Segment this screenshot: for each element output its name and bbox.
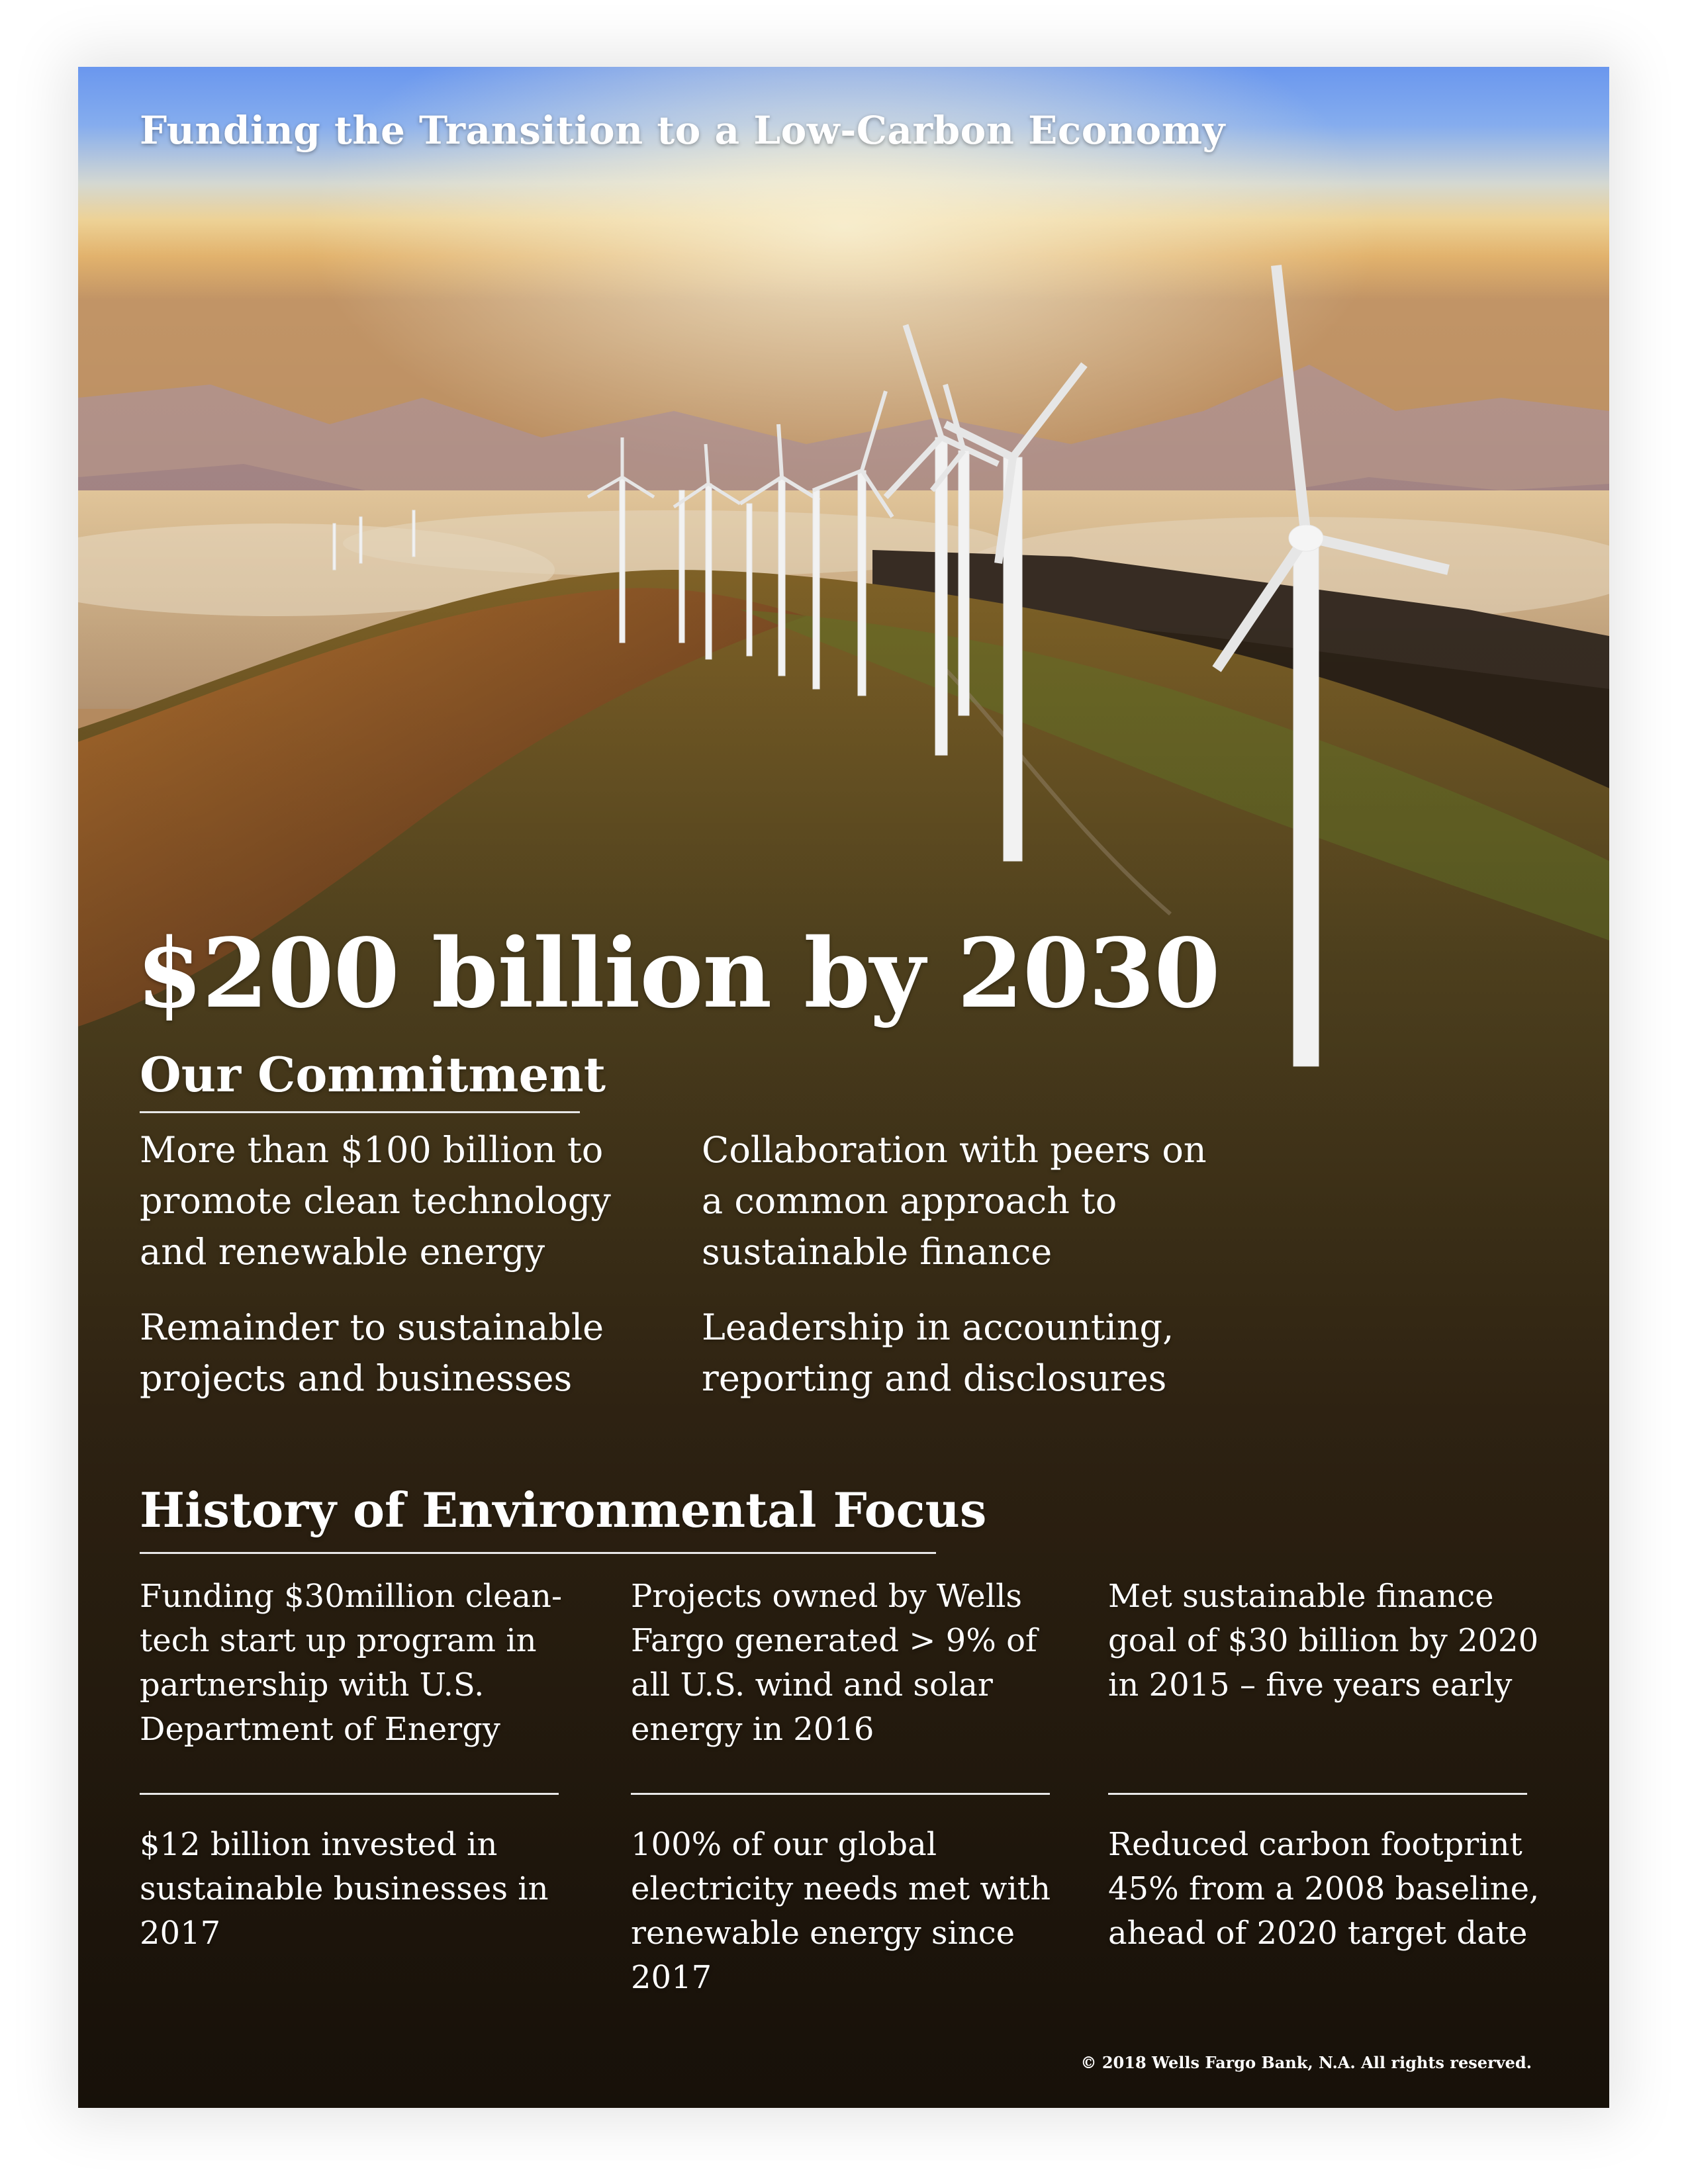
page-kicker: Funding the Transition to a Low-Carbon Economy [140,108,1225,153]
history-title: History of Environmental Focus [140,1482,987,1538]
history-item: $12 billion invested in sustainable businesses in 2017 [140,1826,549,1952]
commitment-title-rule [140,1111,580,1113]
history-item: Met sustainable finance goal of $30 billion by 2020 in 2015 – five years early [1108,1578,1539,1704]
commitment-item: Collaboration with peers on a common approach to sustainable finance [702,1129,1207,1273]
history-divider [140,1793,559,1795]
history-item: Funding $30million clean-tech start up program in partnership with U.S. Department of Energy [140,1578,563,1748]
commitment-item: Remainder to sustainable projects and businesses [140,1306,604,1399]
history-item: 100% of our global electricity needs met with renewable energy since 2017 [631,1826,1051,1996]
commitment-title: Our Commitment [140,1046,606,1103]
history-divider [631,1793,1050,1795]
history-item: Reduced carbon footprint 45% from a 2008 baseline, ahead of 2020 target date [1108,1826,1540,1952]
commitment-item: More than $100 billion to promote clean technology and renewable energy [140,1129,611,1273]
history-title-rule [140,1552,936,1554]
headline: $200 billion by 2030 [136,917,1220,1029]
history-divider [1108,1793,1527,1795]
commitment-item: Leadership in accounting, reporting and disclosures [702,1306,1174,1399]
history-item: Projects owned by Wells Fargo generated > 9% of all U.S. wind and solar energy in 2016 [631,1578,1037,1748]
poster [78,67,1609,2108]
copyright-notice: © 2018 Wells Fargo Bank, N.A. All rights reserved. [1080,2053,1532,2072]
